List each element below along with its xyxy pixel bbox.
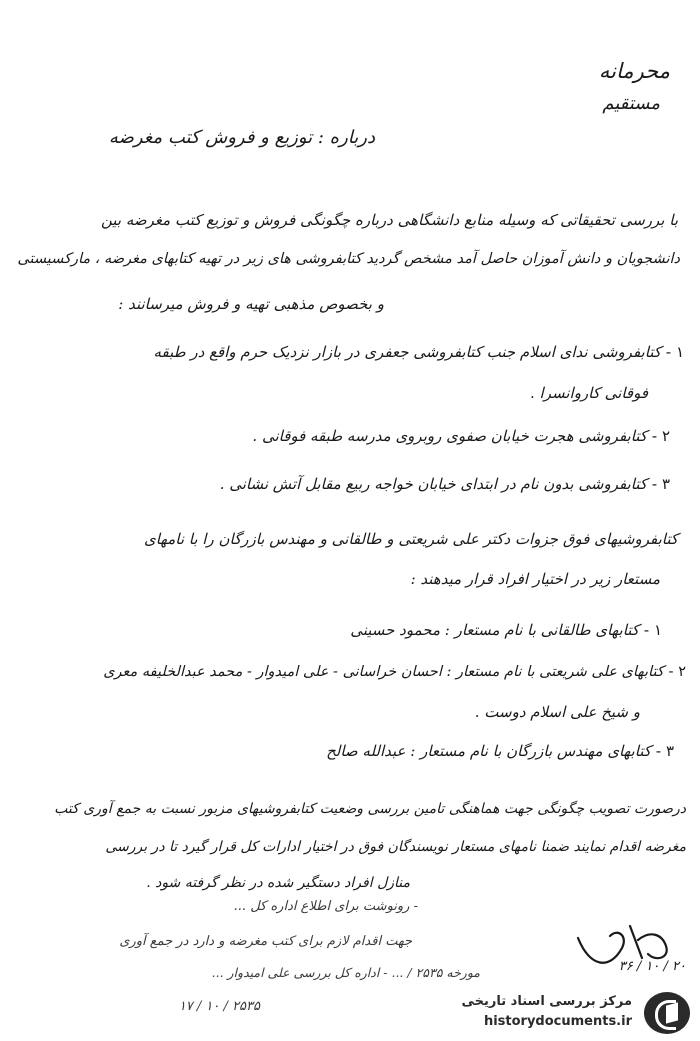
pseudonym-item: [326, 743, 674, 760]
shop-item: [154, 344, 684, 361]
intro-line: و بخصوص مذهبی تهیه و فروش میرسانند :: [118, 295, 384, 313]
margin-note: جهت اقدام لازم برای کتب مغرضه و دارد در جمع آوری: [119, 934, 412, 949]
signature-date: ۲۰ / ۱۰ / ۳۶: [618, 959, 686, 974]
books-intro-line: مستعار زیر در اختیار افراد قرار میدهند :: [410, 570, 660, 588]
archive-logo-icon: [644, 992, 690, 1034]
shop-item-text: کتابفروشی ندای اسلام جنب کتابفروشی جعفری در بازار نزدیک حرم واقع در طبقه: [153, 343, 661, 361]
shop-item-continuation: فوقانی کاروانسرا .: [529, 384, 648, 402]
shop-item-text: کتابفروشی بدون نام در ابتدای خیابان خواجه ربیع مقابل آتش نشانی .: [219, 475, 647, 493]
books-intro-line: کتابفروشیهای فوق جزوات دکتر علی شریعتی و طالقانی و مهندس بازرگان را با نامهای: [144, 530, 678, 548]
watermark-title: مرکز بررسی اسناد تاریخی: [461, 994, 632, 1009]
closing-line: منازل افراد دستگیر شده در نظر گرفته شود .: [146, 875, 410, 891]
pseudonym-item-text: کتابهای طالقانی با نام مستعار : محمود حسینی: [350, 621, 639, 639]
classification-direct: مستقیم: [602, 93, 660, 114]
margin-note-date: ۲۵۳۵ / ۱۰ / ۱۷: [178, 999, 260, 1014]
shop-item: [252, 428, 670, 445]
shop-item-text: کتابفروشی هجرت خیابان صفوی روبروی مدرسه طبقه فوقانی .: [252, 427, 647, 445]
margin-note: مورخه ۲۵۳۵ / ... - اداره کل بررسی علی امیدوار ...: [211, 965, 480, 980]
closing-line: مغرضه اقدام نمایند ضمنا نامهای مستعار نویسندگان فوق در اختیار ادارات کل قرار گیرد تا در بررسی: [105, 839, 686, 855]
shop-item-number: ۱ -: [665, 343, 684, 361]
pseudonym-item-number: ۳ -: [655, 742, 674, 760]
pseudonym-item-number: ۱ -: [643, 621, 662, 639]
shop-item-number: ۲ -: [651, 427, 670, 445]
pseudonym-item: [350, 622, 662, 639]
classification-label: محرمانه: [598, 59, 670, 83]
archive-watermark: [430, 990, 692, 1036]
shop-item: [220, 476, 670, 493]
intro-line: با بررسی تحقیقاتی که وسیله منابع دانشگاهی درباره چگونگی فروش و توزیع کتب مغرضه بین: [100, 211, 678, 229]
shop-item-number: ۳ -: [651, 475, 670, 493]
closing-line: درصورت تصویب چگونگی جهت هماهنگی تامین بررسی وضعیت کتابفروشیهای مزبور نسبت به جمع آوری کتب: [54, 801, 686, 817]
watermark-url: historydocuments.ir: [483, 1014, 632, 1029]
margin-note: - رونوشت برای اطلاع اداره کل ...: [233, 899, 418, 914]
pseudonym-item-text: کتابهای مهندس بازرگان با نام مستعار : عبدالله صالح: [326, 742, 651, 760]
pseudonym-item-text: کتابهای علی شریعتی با نام مستعار : احسان خراسانی - علی امیدوار - محمد عبدالخلیفه معری: [103, 664, 664, 680]
intro-line: دانشجویان و دانش آموزان حاصل آمد مشخص گردید کتابفروشی های زیر در تهیه کتابهای مغرضه ، مارکسیستی: [17, 251, 680, 267]
pseudonym-item: [103, 665, 686, 681]
document-subject: درباره : توزیع و فروش کتب مغرضه: [108, 127, 375, 148]
pseudonym-item-number: ۲ -: [668, 664, 686, 680]
pseudonym-item-continuation: و شیخ علی اسلام دوست .: [474, 703, 640, 721]
